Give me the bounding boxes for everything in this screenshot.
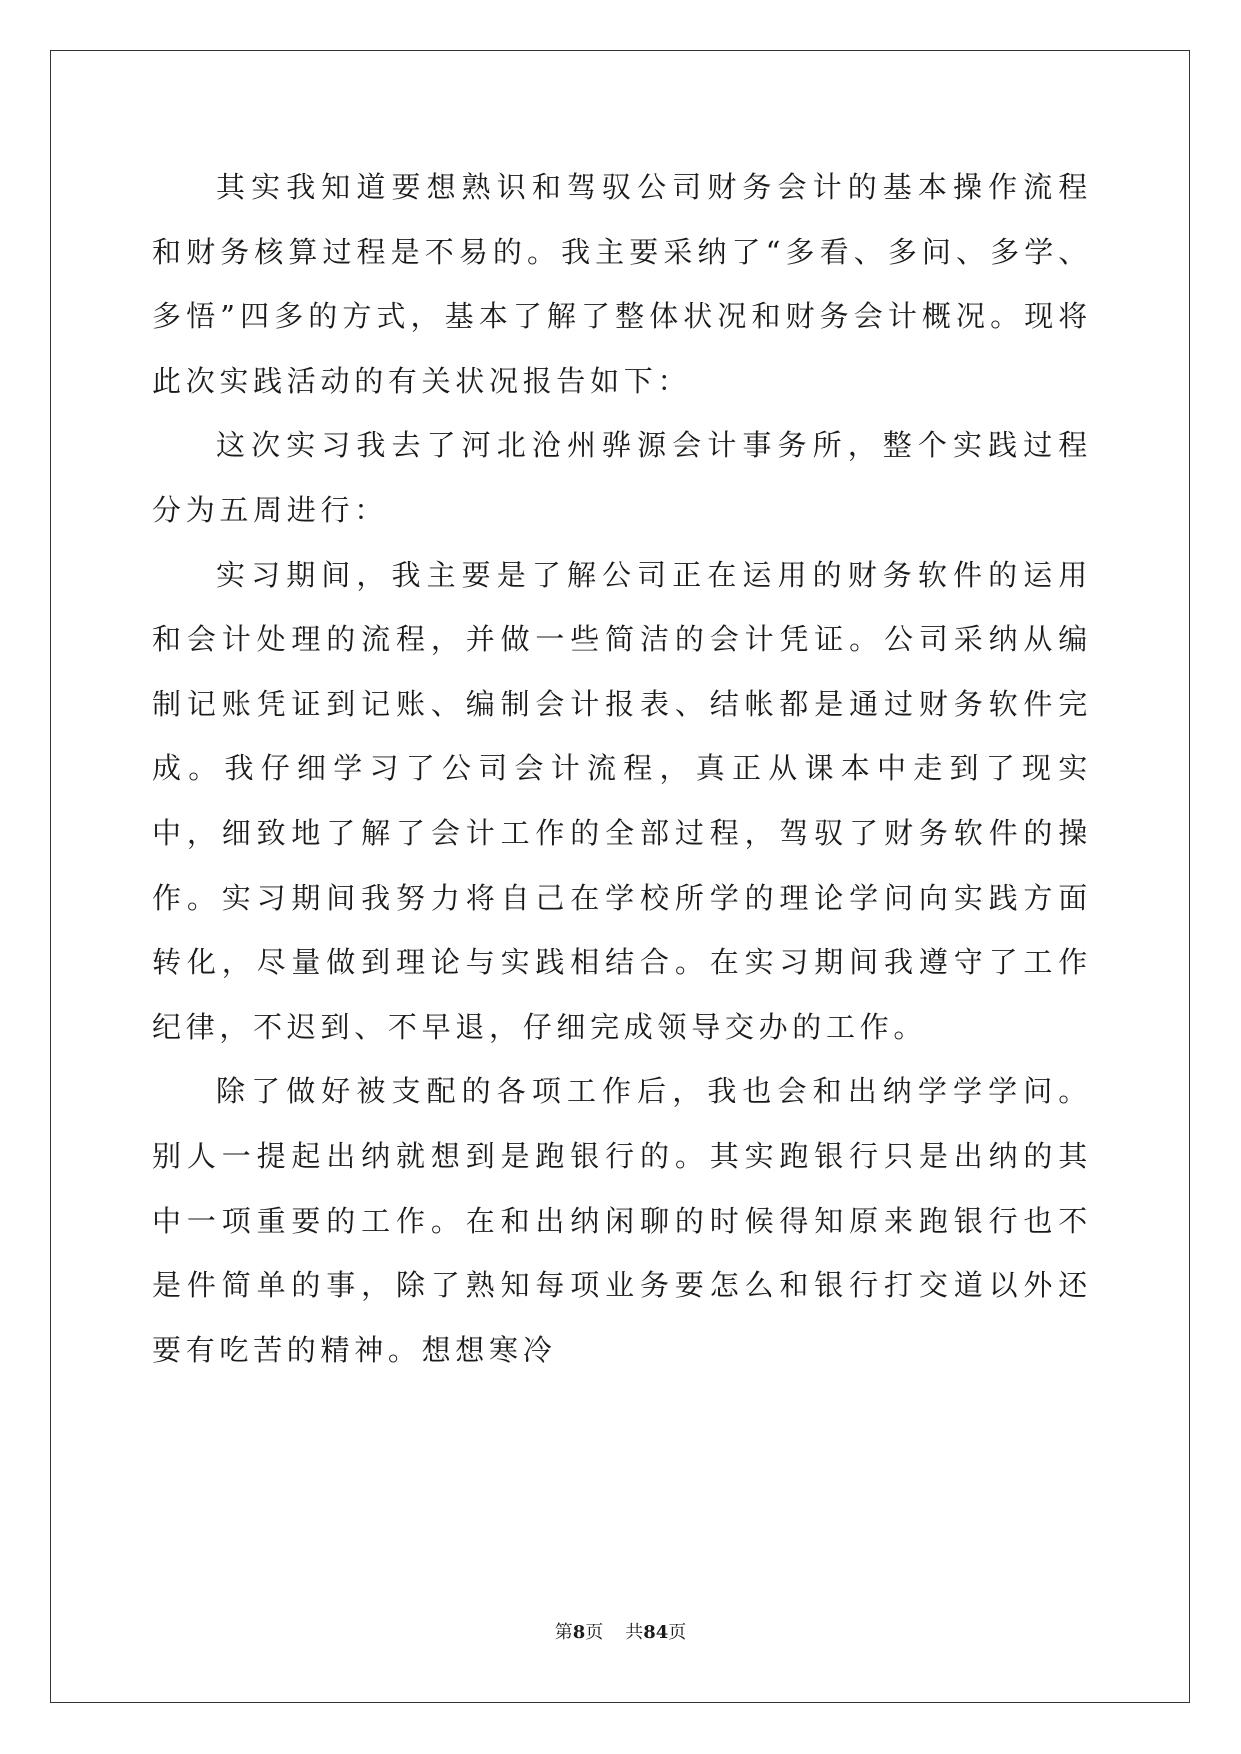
paragraph-3: 实习期间，我主要是了解公司正在运用的财务软件的运用和会计处理的流程，并做一些简洁的会计凭证。公司采纳从编制记账凭证到记账、编制会计报表、结帐都是通过财务软件完成。我仔细学习了公司会计流程，真正从课本中走到了现实中，细致地了解了会计工作的全部过程，驾驭了财务软件的操作。实习期间我努力将自己在学校所学的理论学问向实践方面转化，尽量做到理论与实践相结合。在实习期间我遵守了工作纪律，不迟到、不早退，仔细完成领导交办的工作。 xyxy=(152,557,1092,1044)
page-suffix: 页 xyxy=(585,1622,604,1643)
total-pages: 84 xyxy=(643,1622,669,1643)
page-number: 8 xyxy=(572,1622,586,1643)
page-prefix: 第 xyxy=(554,1622,573,1643)
page-footer xyxy=(0,1618,1241,1644)
total-prefix: 共 xyxy=(625,1622,644,1643)
paragraph-1: 其实我知道要想熟识和驾驭公司财务会计的基本操作流程和财务核算过程是不易的。我主要采纳了“多看、多问、多学、多悟”四多的方式，基本了解了整体状况和财务会计概况。现将此次实践活动的有关状况报告如下： xyxy=(152,170,1092,398)
document-body xyxy=(152,155,1092,1382)
total-suffix: 页 xyxy=(668,1622,687,1643)
paragraph-4: 除了做好被支配的各项工作后，我也会和出纳学学学问。别人一提起出纳就想到是跑银行的。其实跑银行只是出纳的其中一项重要的工作。在和出纳闲聊的时候得知原来跑银行也不是件简单的事，除了熟知每项业务要怎么和银行打交道以外还要有吃苦的精神。想想寒冷 xyxy=(152,1074,1092,1367)
paragraph-2: 这次实习我去了河北沧州骅源会计事务所，整个实践过程分为五周进行： xyxy=(152,428,1092,527)
